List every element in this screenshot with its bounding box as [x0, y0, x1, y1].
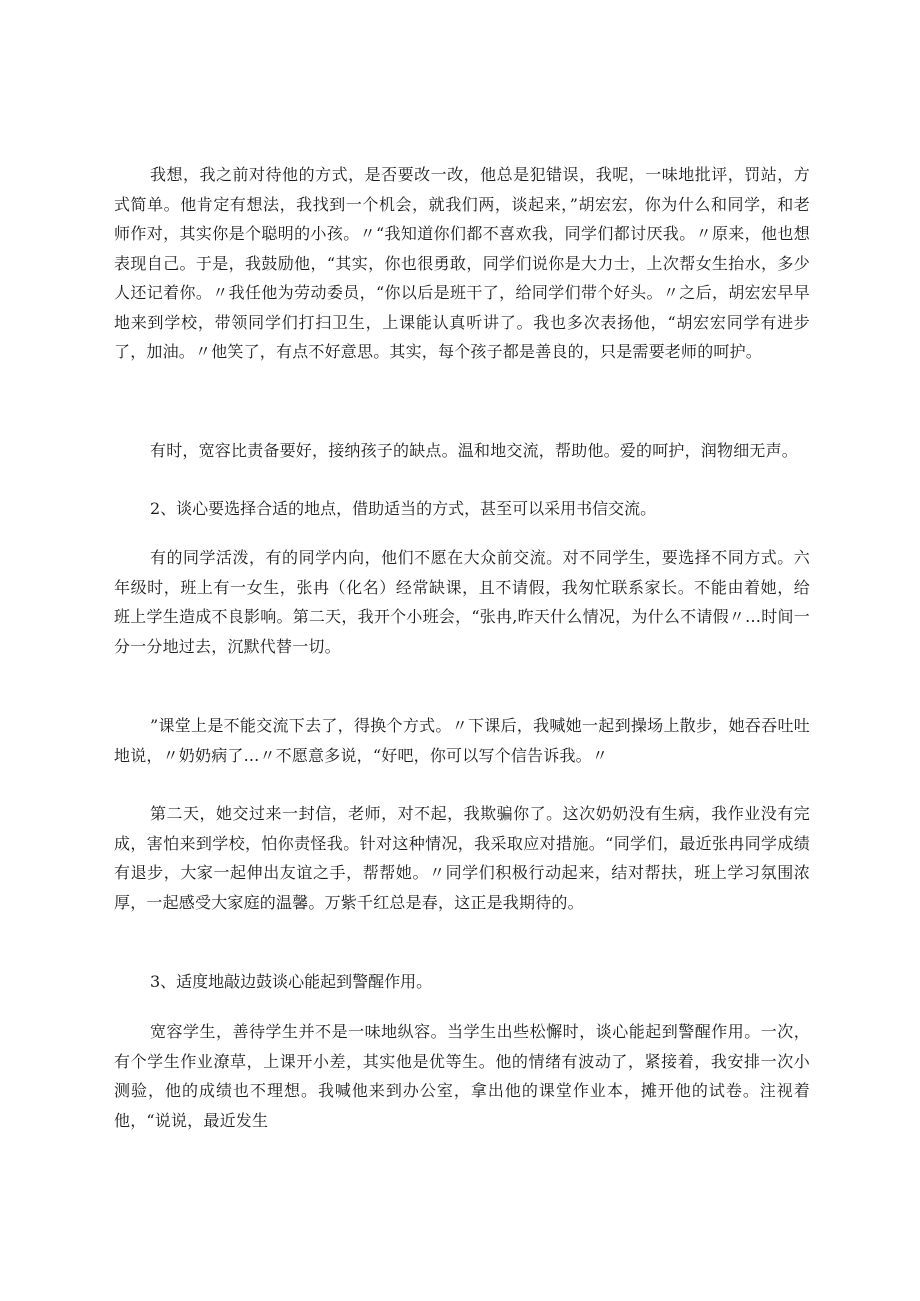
- paragraph-4: ”课堂上是不能交流下去了，得换个方式。〃下课后，我喊她一起到操场上散步，她吞吞吐吐地说，〃奶奶病了...〃不愿意多说，“好吧，你可以写个信告诉我。〃: [114, 716, 810, 765]
- paragraph-2: 有时，宽容比责备要好，接纳孩子的缺点。温和地交流，帮助他。爱的呵护，润物细无声。: [150, 441, 799, 460]
- paragraph-5: 第二天，她交过来一封信，老师，对不起，我欺骗你了。这次奶奶没有生病，我作业没有完成，害怕来到学校，怕你责怪我。针对这种情况，我采取应对措施。“同学们，最近张冉同学成绩有退步，大家一起伸出友谊之手，帮帮她。〃同学们积极行动起来，结对帮扶，班上学习氛围浓厚，一起感受大家庭的温馨。万紫千红总是春，这正是我期待的。: [114, 804, 810, 912]
- section-heading-2: 2、谈心要选择合适的地点，借助适当的方式，甚至可以采用书信交流。: [150, 499, 657, 518]
- paragraph-6: 宽容学生，善待学生并不是一味地纵容。当学生出些松懈时，谈心能起到警醒作用。一次，有个学生作业潦草，上课开小差，其实他是优等生。他的情绪有波动了，紧接着，我安排一次小测验，他的成绩也不理想。我喊他来到办公室，拿出他的课堂作业本，摊开他的试卷。注视着他，“说说，最近发生: [114, 1022, 810, 1130]
- paragraph-3: 有的同学活泼，有的同学内向，他们不愿在大众前交流。对不同学生，要选择不同方式。六年级时，班上有一女生，张冉（化名）经常缺课，且不请假，我匆忙联系家长。不能由着她，给班上学生造成不良影响。第二天，我开个小班会，“张冉,昨天什么情况，为什么不请假〃…时间一分一分地过去，沉默代替一切。: [114, 548, 810, 656]
- paragraph-1: 我想，我之前对待他的方式，是否要改一改，他总是犯错误，我呢，一味地批评，罚站，方式简单。他肯定有想法，我找到一个机会，就我们两，谈起来，”胡宏宏，你为什么和同学，和老师作对，其实你是个聪明的小孩。〃“我知道你们都不喜欢我，同学们都讨厌我。〃原来，他也想表现自己。于是，我鼓励他，“其实，你也很勇敢，同学们说你是大力士，上次帮女生抬水，多少人还记着你。〃我任他为劳动委员，“你以后是班干了，给同学们带个好头。〃之后，胡宏宏早早地来到学校，带领同学们打扫卫生，上课能认真听讲了。我也多次表扬他，“胡宏宏同学有进步了，加油。〃他笑了，有点不好意思。其实，每个孩子都是善良的，只是需要老师的呵护。: [114, 165, 810, 361]
- section-heading-3: 3、适度地敲边鼓谈心能起到警醒作用。: [150, 972, 433, 991]
